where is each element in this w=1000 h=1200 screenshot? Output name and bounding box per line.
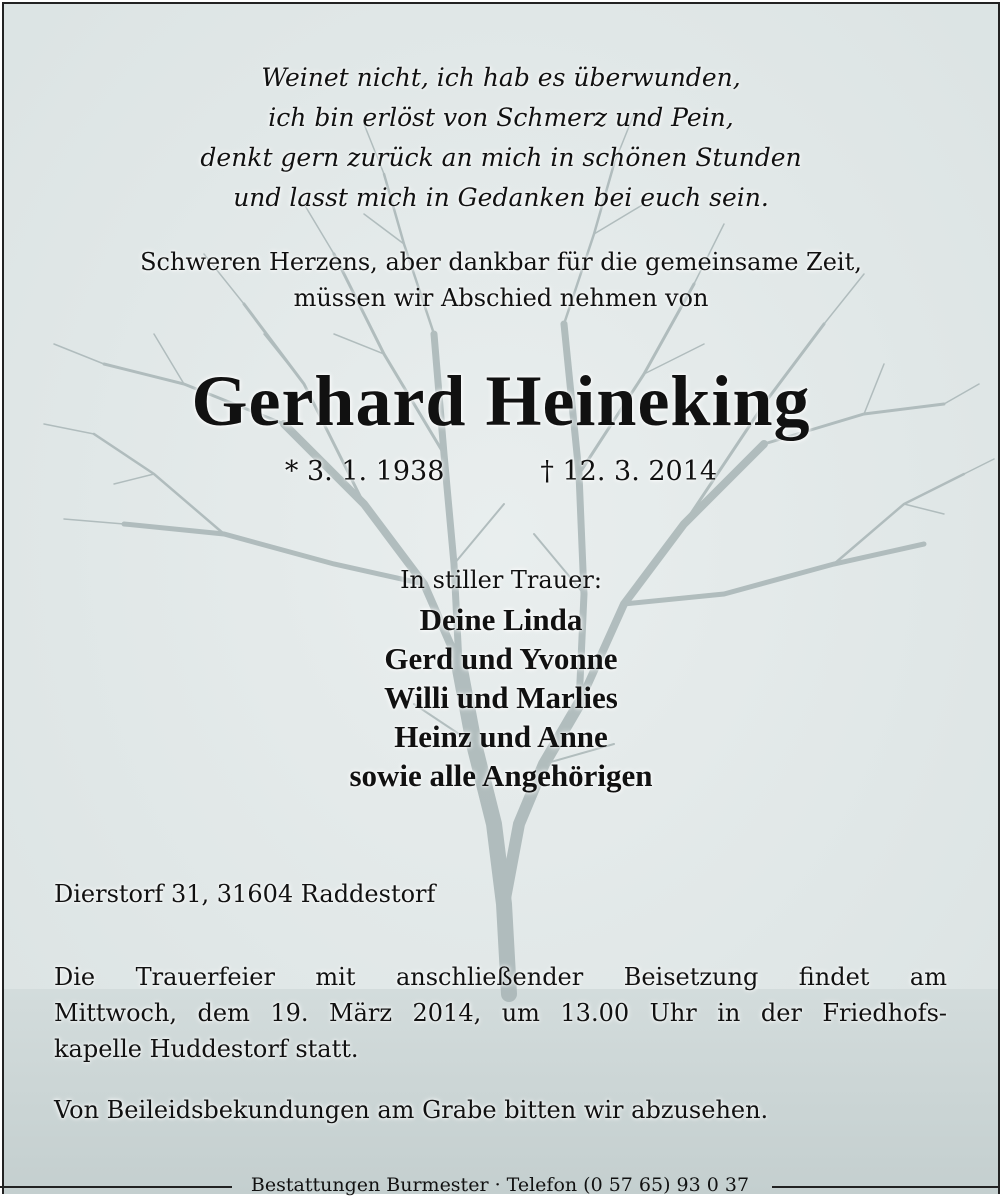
funeral-details (54, 959, 947, 1067)
funeral-line: Die Trauerfeier mit anschließender Beisetzung findet am (54, 963, 947, 991)
funeral-home-contact: Bestattungen Burmester · Telefon (0 57 65) 93 0 37 (250, 1174, 750, 1196)
mourner-name: sowie alle Angehörigen (349, 758, 653, 793)
death-date: † 12. 3. 2014 (540, 456, 718, 487)
funeral-home-footer (0, 1170, 1000, 1200)
intro-line: Schweren Herzens, aber dankbar für die gemeinsame Zeit, (140, 248, 862, 276)
intro-text (4, 244, 998, 316)
funeral-line: Mittwoch, dem 19. März 2014, um 13.00 Uhr in der Friedhofs- (54, 999, 947, 1027)
birth-date: * 3. 1. 1938 (284, 456, 445, 487)
life-dates (4, 452, 998, 492)
poem-line: ich bin erlöst von Schmerz und Pein, (268, 103, 734, 132)
mourner-name: Deine Linda (419, 602, 583, 637)
poem-line: und lasst mich in Gedanken bei euch sein. (233, 183, 769, 212)
mourners-list (4, 600, 998, 795)
family-address: Dierstorf 31, 31604 Raddestorf (54, 880, 436, 908)
poem-line: denkt gern zurück an mich in schönen Stunden (200, 143, 802, 172)
poem-verse (4, 58, 998, 218)
poem-line: Weinet nicht, ich hab es überwunden, (261, 63, 741, 92)
funeral-line: kapelle Huddestorf statt. (54, 1035, 359, 1063)
obituary-notice (2, 2, 1000, 1194)
footer-rule-right (772, 1186, 1000, 1188)
mourner-name: Gerd und Yvonne (384, 641, 618, 676)
mourner-name: Willi und Marlies (384, 680, 618, 715)
mourner-name: Heinz und Anne (394, 719, 608, 754)
mourners-label: In stiller Trauer: (400, 566, 602, 594)
deceased-name: Gerhard Heineking (191, 361, 811, 441)
condolence-note: Von Beileidsbekundungen am Grabe bitten wir abzusehen. (54, 1096, 769, 1124)
intro-line: müssen wir Abschied nehmen von (293, 284, 709, 312)
